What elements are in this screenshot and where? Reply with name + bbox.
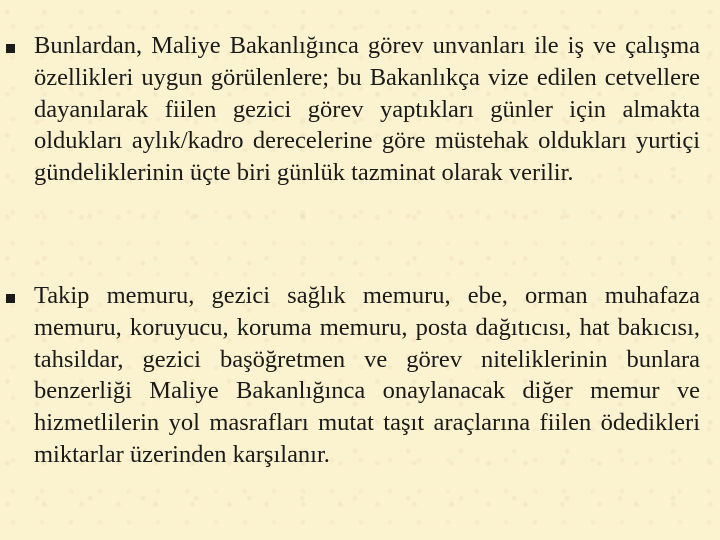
square-bullet-icon bbox=[6, 44, 15, 53]
bullet-text-1: Bunlardan, Maliye Bakanlığınca görev unvanları ile iş ve çalışma özellikleri uygun görülenlere; bu Bakanlıkça vize edilen cetvellere dayanılarak fiilen gezici görev yaptıkları günler için almakta oldukları aylık/kadro derecelerine göre müstehak oldukları yurtiçi gündeliklerinin üçte biri günlük tazminat olarak verilir. bbox=[34, 32, 700, 187]
square-bullet-icon bbox=[6, 294, 15, 303]
bullet-text-2: Takip memuru, gezici sağlık memuru, ebe, orman muhafaza memuru, koruyucu, koruma memuru, posta dağıtıcısı, hat bakıcısı, tahsildar, gezici başöğretmen ve görev niteliklerinin bunlara benzerliği Maliye Bakanlığınca onaylanacak diğer memur ve hizmetlilerin yol masrafları mutat taşıt araçlarına fiilen ödedikleri miktarlar üzerinden karşılanır. bbox=[34, 282, 700, 468]
